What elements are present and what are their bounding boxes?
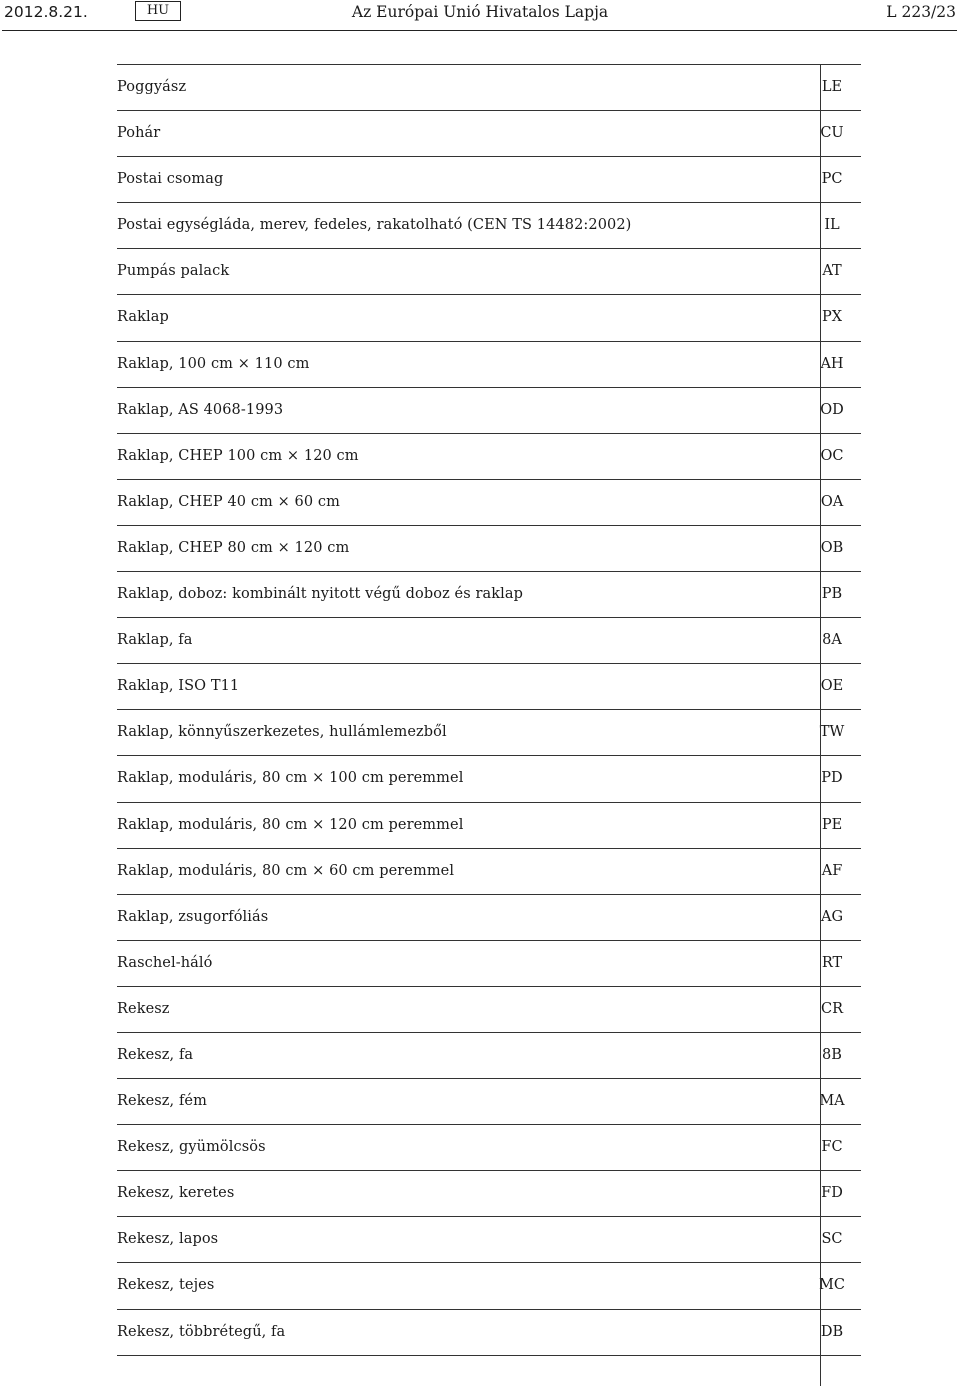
table-row xyxy=(117,756,861,802)
table-row xyxy=(117,434,861,480)
table-row xyxy=(117,388,861,434)
packaging-type-name: Raklap, könnyűszerkezetes, hullámlemezből xyxy=(117,724,447,741)
packaging-type-name: Rekesz, lapos xyxy=(117,1231,219,1248)
table-row xyxy=(117,849,861,895)
packaging-type-name: Raklap, AS 4068-1993 xyxy=(117,401,284,418)
table-row xyxy=(117,710,861,756)
table-row xyxy=(117,1171,861,1217)
packaging-code-table xyxy=(117,64,861,1356)
page-header xyxy=(0,0,960,30)
packaging-type-name: Raklap, ISO T11 xyxy=(117,678,240,695)
packaging-code: PC xyxy=(821,171,843,188)
packaging-type-name: Raklap, moduláris, 80 cm × 100 cm peremmel xyxy=(117,770,464,787)
packaging-type-name: Raklap, 100 cm × 110 cm xyxy=(117,355,310,372)
packaging-code: 8B xyxy=(822,1046,842,1063)
packaging-type-name: Rekesz, keretes xyxy=(117,1185,235,1202)
packaging-code: CR xyxy=(820,1000,843,1017)
packaging-code: LE xyxy=(821,79,843,95)
table-row xyxy=(117,111,861,157)
table-row xyxy=(117,1310,861,1356)
column-divider xyxy=(820,64,821,1386)
table-row xyxy=(117,1033,861,1079)
packaging-type-name: Postai egységláda, merev, fedeles, rakatolható (CEN TS 14482:2002) xyxy=(117,217,632,234)
packaging-code: MC xyxy=(819,1277,845,1294)
packaging-type-name: Poggyász xyxy=(117,79,187,95)
packaging-code: AH xyxy=(820,355,844,372)
packaging-code: OA xyxy=(820,493,844,510)
header-divider xyxy=(2,30,957,31)
table-row xyxy=(117,1079,861,1125)
packaging-type-name: Rekesz xyxy=(117,1000,170,1017)
packaging-code: MA xyxy=(819,1093,845,1110)
table-row xyxy=(117,157,861,203)
packaging-type-name: Raklap, CHEP 40 cm × 60 cm xyxy=(117,493,340,510)
table-row xyxy=(117,1217,861,1263)
table-row xyxy=(117,987,861,1033)
publication-date: 2012.8.21. xyxy=(4,3,88,21)
table-row xyxy=(117,572,861,618)
packaging-type-name: Postai csomag xyxy=(117,171,224,188)
table-row xyxy=(117,618,861,664)
language-badge: HU xyxy=(135,1,181,21)
packaging-type-name: Raklap, fa xyxy=(117,632,193,649)
packaging-code: PB xyxy=(821,586,843,603)
packaging-code: CU xyxy=(820,125,844,142)
packaging-code: AG xyxy=(820,908,844,925)
table-row xyxy=(117,1125,861,1171)
packaging-code: PD xyxy=(821,770,843,787)
packaging-type-name: Rekesz, többrétegű, fa xyxy=(117,1323,286,1340)
packaging-code: 8A xyxy=(822,632,842,649)
packaging-code: DB xyxy=(820,1323,844,1340)
packaging-code: OD xyxy=(820,401,844,418)
table-row xyxy=(117,526,861,572)
table-row xyxy=(117,664,861,710)
packaging-code: OC xyxy=(820,447,844,464)
packaging-type-name: Rekesz, tejes xyxy=(117,1277,215,1294)
page-reference: L 223/23 xyxy=(886,3,956,21)
packaging-code: OE xyxy=(820,678,844,695)
packaging-type-name: Raklap, CHEP 100 cm × 120 cm xyxy=(117,447,359,464)
table-row xyxy=(117,203,861,249)
packaging-type-name: Raklap, moduláris, 80 cm × 120 cm peremmel xyxy=(117,816,464,833)
table-row xyxy=(117,895,861,941)
packaging-type-name: Raklap xyxy=(117,309,169,326)
packaging-code: FC xyxy=(821,1139,843,1156)
packaging-code: IL xyxy=(824,217,840,234)
table-row xyxy=(117,941,861,987)
packaging-code: PE xyxy=(821,816,843,833)
table-row xyxy=(117,295,861,341)
packaging-code: TW xyxy=(819,724,845,741)
packaging-type-name: Rekesz, gyümölcsös xyxy=(117,1139,266,1156)
packaging-type-name: Raschel-háló xyxy=(117,954,213,971)
table-row xyxy=(117,342,861,388)
packaging-type-name: Raklap, moduláris, 80 cm × 60 cm peremmel xyxy=(117,862,455,879)
packaging-code: AT xyxy=(822,263,842,280)
packaging-type-name: Raklap, CHEP 80 cm × 120 cm xyxy=(117,539,350,556)
packaging-code: OB xyxy=(820,539,844,556)
packaging-type-name: Rekesz, fa xyxy=(117,1046,194,1063)
table-row xyxy=(117,1263,861,1309)
table-row xyxy=(117,249,861,295)
packaging-code: SC xyxy=(821,1231,843,1248)
journal-title: Az Európai Unió Hivatalos Lapja xyxy=(351,3,609,21)
packaging-code: FD xyxy=(821,1185,843,1202)
packaging-type-name: Pohár xyxy=(117,125,161,142)
table-row xyxy=(117,480,861,526)
packaging-code: PX xyxy=(821,309,843,326)
table-row xyxy=(117,803,861,849)
packaging-type-name: Rekesz, fém xyxy=(117,1093,207,1110)
packaging-code: AF xyxy=(821,862,843,879)
packaging-type-name: Raklap, doboz: kombinált nyitott végű doboz és raklap xyxy=(117,586,523,603)
packaging-type-name: Raklap, zsugorfóliás xyxy=(117,908,269,925)
packaging-code: RT xyxy=(821,954,843,971)
packaging-type-name: Pumpás palack xyxy=(117,263,230,280)
table-row xyxy=(117,65,861,111)
